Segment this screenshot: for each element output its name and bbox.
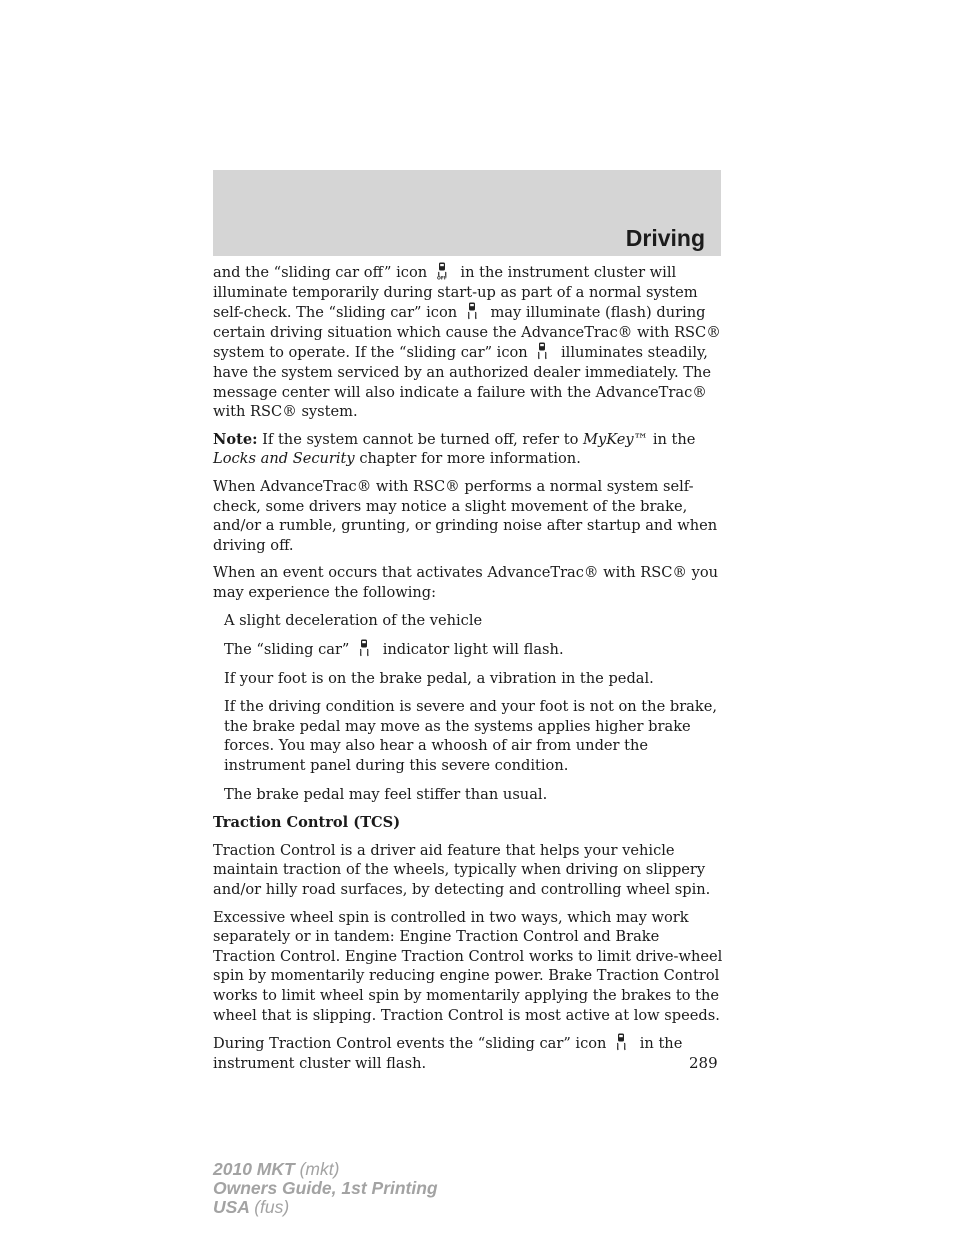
bullet (213, 697, 224, 775)
list-item-text: If your foot is on the brake pedal, a vibration in the pedal. (224, 669, 654, 687)
note-paragraph (213, 430, 723, 469)
footer-region-code: (fus) (254, 1197, 290, 1217)
tcs-event-paragraph (213, 1033, 723, 1073)
text-run: in the instrument cluster will flash. (213, 1035, 683, 1072)
tcs-intro-paragraph: Traction Control is a driver aid feature that helps your vehicle maintain traction of the wheels, typically when driving on slippery and/or hilly road surfaces, by detecting and controlling wheel spin. (213, 841, 711, 899)
bullet (213, 639, 224, 660)
sliding-car-icon (358, 639, 370, 657)
note-label: Note: (213, 430, 258, 448)
text-run: illuminates steadily, have the system serviced by an authorized dealer immediately. The message center will also indicate a failure with the AdvanceTrac® with RSC® system. (213, 344, 712, 421)
text-run: indicator light will flash. (382, 641, 564, 659)
mykey-reference: MyKey™ (583, 430, 649, 448)
list-item (213, 785, 723, 805)
self-check-paragraph: When AdvanceTrac® with RSC® performs a normal system self-check, some drivers may notice a slight movement of the brake, and/or a rumble, grunting, or grinding noise after startup and when driving off. (213, 477, 718, 554)
footer-line-edition: Owners Guide, 1st Printing (213, 1178, 438, 1198)
text-run: The “sliding car” (224, 641, 350, 659)
bullet (213, 669, 224, 689)
bullet (213, 785, 224, 805)
footer-line-model (213, 1160, 438, 1179)
list-item (213, 639, 723, 660)
footer (213, 1160, 438, 1217)
footer-line-region (213, 1198, 438, 1217)
list-item-text: The brake pedal may feel stiffer than usual. (224, 785, 548, 803)
text-run: in the (652, 430, 696, 448)
text-run: in the instrument cluster will illuminate temporarily during start-up as part of a normal system self-check. The “sliding car” icon (213, 264, 698, 322)
text-run: If the system cannot be turned off, refer to (262, 430, 579, 448)
footer-model: 2010 MKT (213, 1159, 295, 1179)
text-run: During Traction Control events the “sliding car” icon (213, 1035, 607, 1053)
sliding-car-icon (466, 302, 478, 320)
tcs-heading: Traction Control (TCS) (213, 814, 401, 832)
text-run: and the “sliding car off” icon (213, 264, 428, 281)
text-run: may illuminate (flash) during certain driving situation which cause the AdvanceTrac® with RSC® system to operate. If the “sliding car” icon (213, 304, 721, 362)
intro-paragraph (213, 262, 723, 422)
sliding-car-icon (536, 342, 548, 360)
bullet (213, 611, 224, 631)
page-number: 289 (689, 1054, 718, 1072)
footer-region: USA (213, 1197, 250, 1217)
sliding-car-off-icon (436, 262, 448, 280)
event-paragraph: When an event occurs that activates AdvanceTrac® with RSC® you may experience the following: (213, 564, 719, 601)
footer-model-code: (mkt) (299, 1159, 340, 1179)
chapter-reference: Locks and Security (213, 450, 355, 468)
section-title: Driving (625, 225, 705, 251)
list-item (213, 669, 723, 689)
svg-text:OFF: OFF (436, 276, 447, 280)
wheel-spin-paragraph: Excessive wheel spin is controlled in two ways, which may work separately or in tandem: Engine Traction Control and Brake Traction Control. Engine Traction Control works to limit drive-wheel spin by momentarily reducing engine power. Brake Traction Control works to limit wheel spin by momentarily applying the brakes to the wheel that is slipping. Traction Control is most active at low speeds. (213, 908, 723, 1024)
list-item-text: A slight deceleration of the vehicle (224, 611, 483, 629)
page-content (213, 262, 723, 1081)
text-run: chapter for more information. (359, 450, 581, 468)
list-item-text: If the driving condition is severe and your foot is not on the brake, the brake pedal may move as the systems applies higher brake forces. You may also hear a whoosh of air from under the instrument panel during this severe condition. (224, 698, 717, 775)
section-header-band (213, 170, 721, 256)
list-item (213, 611, 723, 631)
sliding-car-icon (615, 1033, 627, 1051)
list-item (213, 697, 723, 775)
list-item-text (224, 639, 723, 660)
